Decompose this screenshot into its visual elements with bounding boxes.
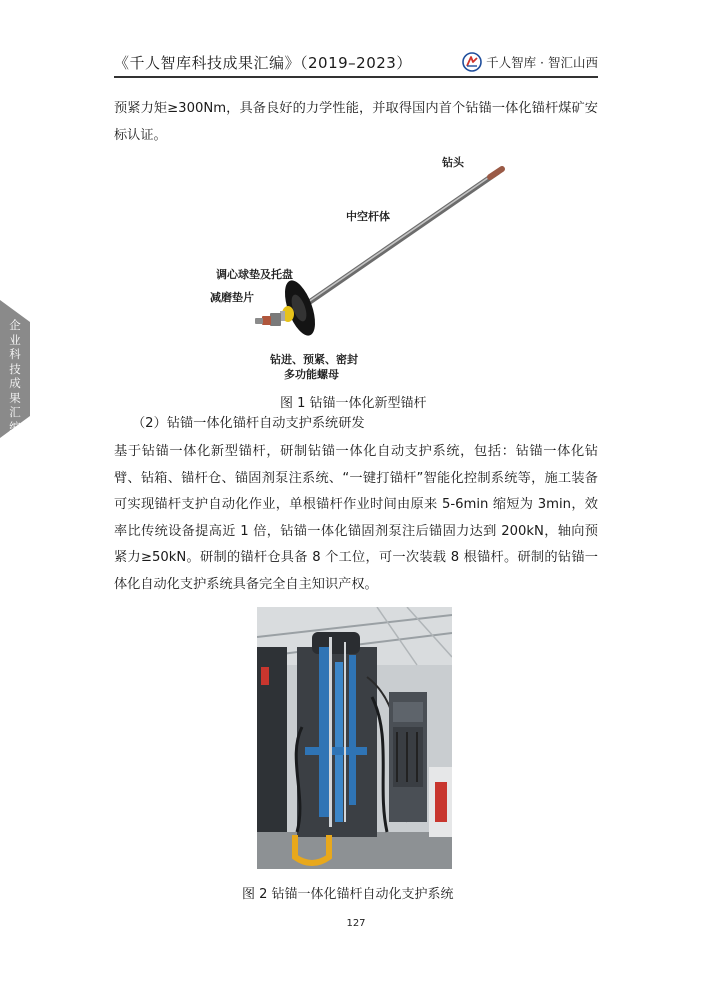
support-system-photo (257, 607, 452, 869)
figure-1-caption: 图 1 钻锚一体化新型锚杆 (280, 396, 427, 411)
header-title: 《千人智库科技成果汇编》（2019–2023） (114, 54, 412, 72)
figure-anchor-bolt (200, 148, 530, 384)
brand-text: 千人智库 · 智汇山西 (486, 55, 598, 70)
label-nut-line-1: 钻进、预紧、密封 (270, 353, 358, 366)
page-header (114, 50, 598, 76)
paragraph-system: 基于钻锚一体化新型锚杆，研制钻锚一体化自动支护系统，包括：钻锚一体化钻臂、钻箱、锚杆仓、锚固剂泵注系统、“一键打锚杆”智能化控制系统等，施工装备可实现锚杆支护自动化作业，单根锚杆作业时间由原来 5-6min 缩短为 3min，效率比传统设备提高近 1 倍，钻锚一体化锚固剂泵注后锚固力达到 200kN，轴向预紧力≥50kN。研制的锚杆仓具备 8 个工位，可一次装载 8 根锚杆。研制的钻锚一体化自动化支护系统具备完全自主知识产权。 (114, 444, 598, 592)
header-divider (114, 76, 598, 78)
label-drill-head: 钻头 (442, 156, 464, 169)
brand-logo-icon (462, 52, 482, 72)
figure-support-system-photo (257, 607, 452, 869)
label-wear-pad: 减磨垫片 (210, 291, 254, 304)
side-tab-label: 企业科技成果汇编 (9, 318, 21, 434)
label-hollow-body: 中空杆体 (346, 210, 390, 223)
header-brand (462, 52, 598, 72)
paragraph-intro: 预紧力矩≥300Nm，具备良好的力学性能，并取得国内首个钻锚一体化锚杆煤矿安标认证。 (114, 101, 598, 143)
section-subheading: （2）钻锚一体化锚杆自动支护系统研发 (132, 416, 365, 431)
label-nut-line-2: 多功能螺母 (284, 368, 339, 381)
page-number: 127 (346, 918, 366, 929)
side-section-tab (0, 300, 30, 438)
label-ball-pad-tray: 调心球垫及托盘 (216, 268, 293, 281)
figure-2-caption: 图 2 钻锚一体化锚杆自动化支护系统 (242, 887, 454, 902)
